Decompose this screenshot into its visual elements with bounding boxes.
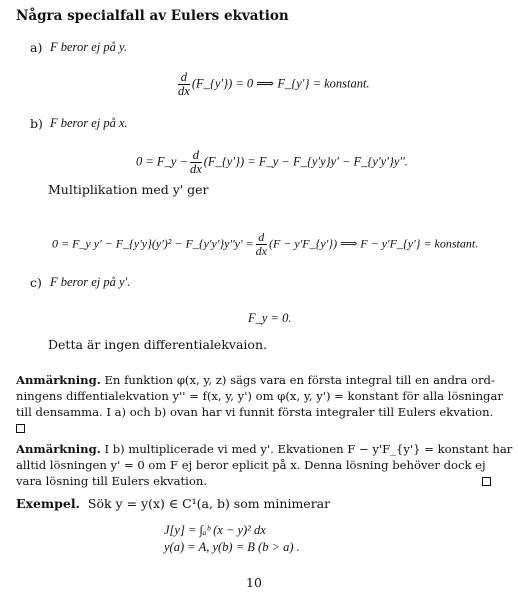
case-c-text: F beror ej på y'. [50, 275, 131, 289]
functional-equation: J[y] = ∫ₐᵇ (x − y)² dx [164, 523, 266, 537]
case-c-note: Detta är ingen differentialekvaion. [48, 337, 267, 352]
end-of-remark-box [16, 421, 25, 436]
case-b-eq2-left: 0 = F_y y' − F_{y'y}(y')² − F_{y'y'}y''y' = [52, 236, 254, 251]
case-a-equation [176, 71, 370, 98]
case-b-eq2-rest: (F − y'F_{y'}) ⟹ F − y'F_{y'} = konstant. [268, 236, 479, 251]
example-line [16, 496, 330, 511]
remark-1-line-3: till densamma. I a) och b) ovan har vi funnit första integraler till Eulers ekvation. [16, 405, 494, 419]
example-heading: Exempel. [16, 496, 80, 511]
remark-1-line-2: ningens diffentialekvation y'' = f(x, y, y') om φ(x, y, y') = konstant för alla lösningar [16, 389, 503, 403]
case-b-equation-2 [52, 231, 478, 258]
section-title: Några specialfall av Eulers ekvation [16, 8, 289, 24]
case-b-equation-1 [136, 149, 408, 176]
remark-2-heading: Anmärkning. [16, 442, 101, 456]
boundary-conditions: y(a) = A, y(b) = B (b > a) . [164, 540, 300, 554]
case-b-eq2-fraction: $\frac{d}{dx}$ [255, 230, 267, 258]
multiplication-text: Multiplikation med y' ger [48, 182, 209, 197]
page-number: 10 [246, 575, 262, 590]
end-of-remark-box-2 [482, 474, 491, 489]
case-b-label: b) [30, 116, 43, 131]
example-text: Sök y = y(x) ∈ C¹(a, b) som minimerar [87, 496, 331, 511]
case-c-equation: F_y = 0. [248, 311, 292, 325]
case-c-label: c) [30, 275, 42, 290]
remark-1-line-1: Anmärkning. En funktion φ(x, y, z) sägs vara en första integral till en andra ord- [16, 373, 495, 387]
case-a-label: a) [30, 40, 43, 55]
case-a-equation-rest: (F_{y'}) = 0 ⟹ F_{y'} = konstant. [191, 76, 370, 91]
case-b-eq1-left: 0 = F_y − [136, 154, 188, 169]
case-b-eq1-fraction: $\frac{d}{dx}$ [189, 148, 202, 176]
case-a-fraction: $\frac{d}{dx}$ [178, 70, 190, 98]
remark-1-heading: Anmärkning. [16, 373, 101, 387]
remark-2-line-1: Anmärkning. I b) multiplicerade vi med y'. Ekvationen F − y'F_{y'} = konstant har [16, 442, 513, 456]
case-b-eq1-rest: (F_{y'}) = F_y − F_{y'y}y' − F_{y'y'}y''. [203, 154, 408, 169]
remark-2-line-3: vara lösning till Eulers ekvation. [16, 474, 207, 488]
case-a-text: F beror ej på y. [50, 40, 127, 54]
remark-2-line-2: alltid lösningen y' = 0 om F ej beror eplicit på x. Denna lösning behöver dock ej [16, 458, 486, 472]
case-b-text: F beror ej på x. [50, 116, 128, 130]
